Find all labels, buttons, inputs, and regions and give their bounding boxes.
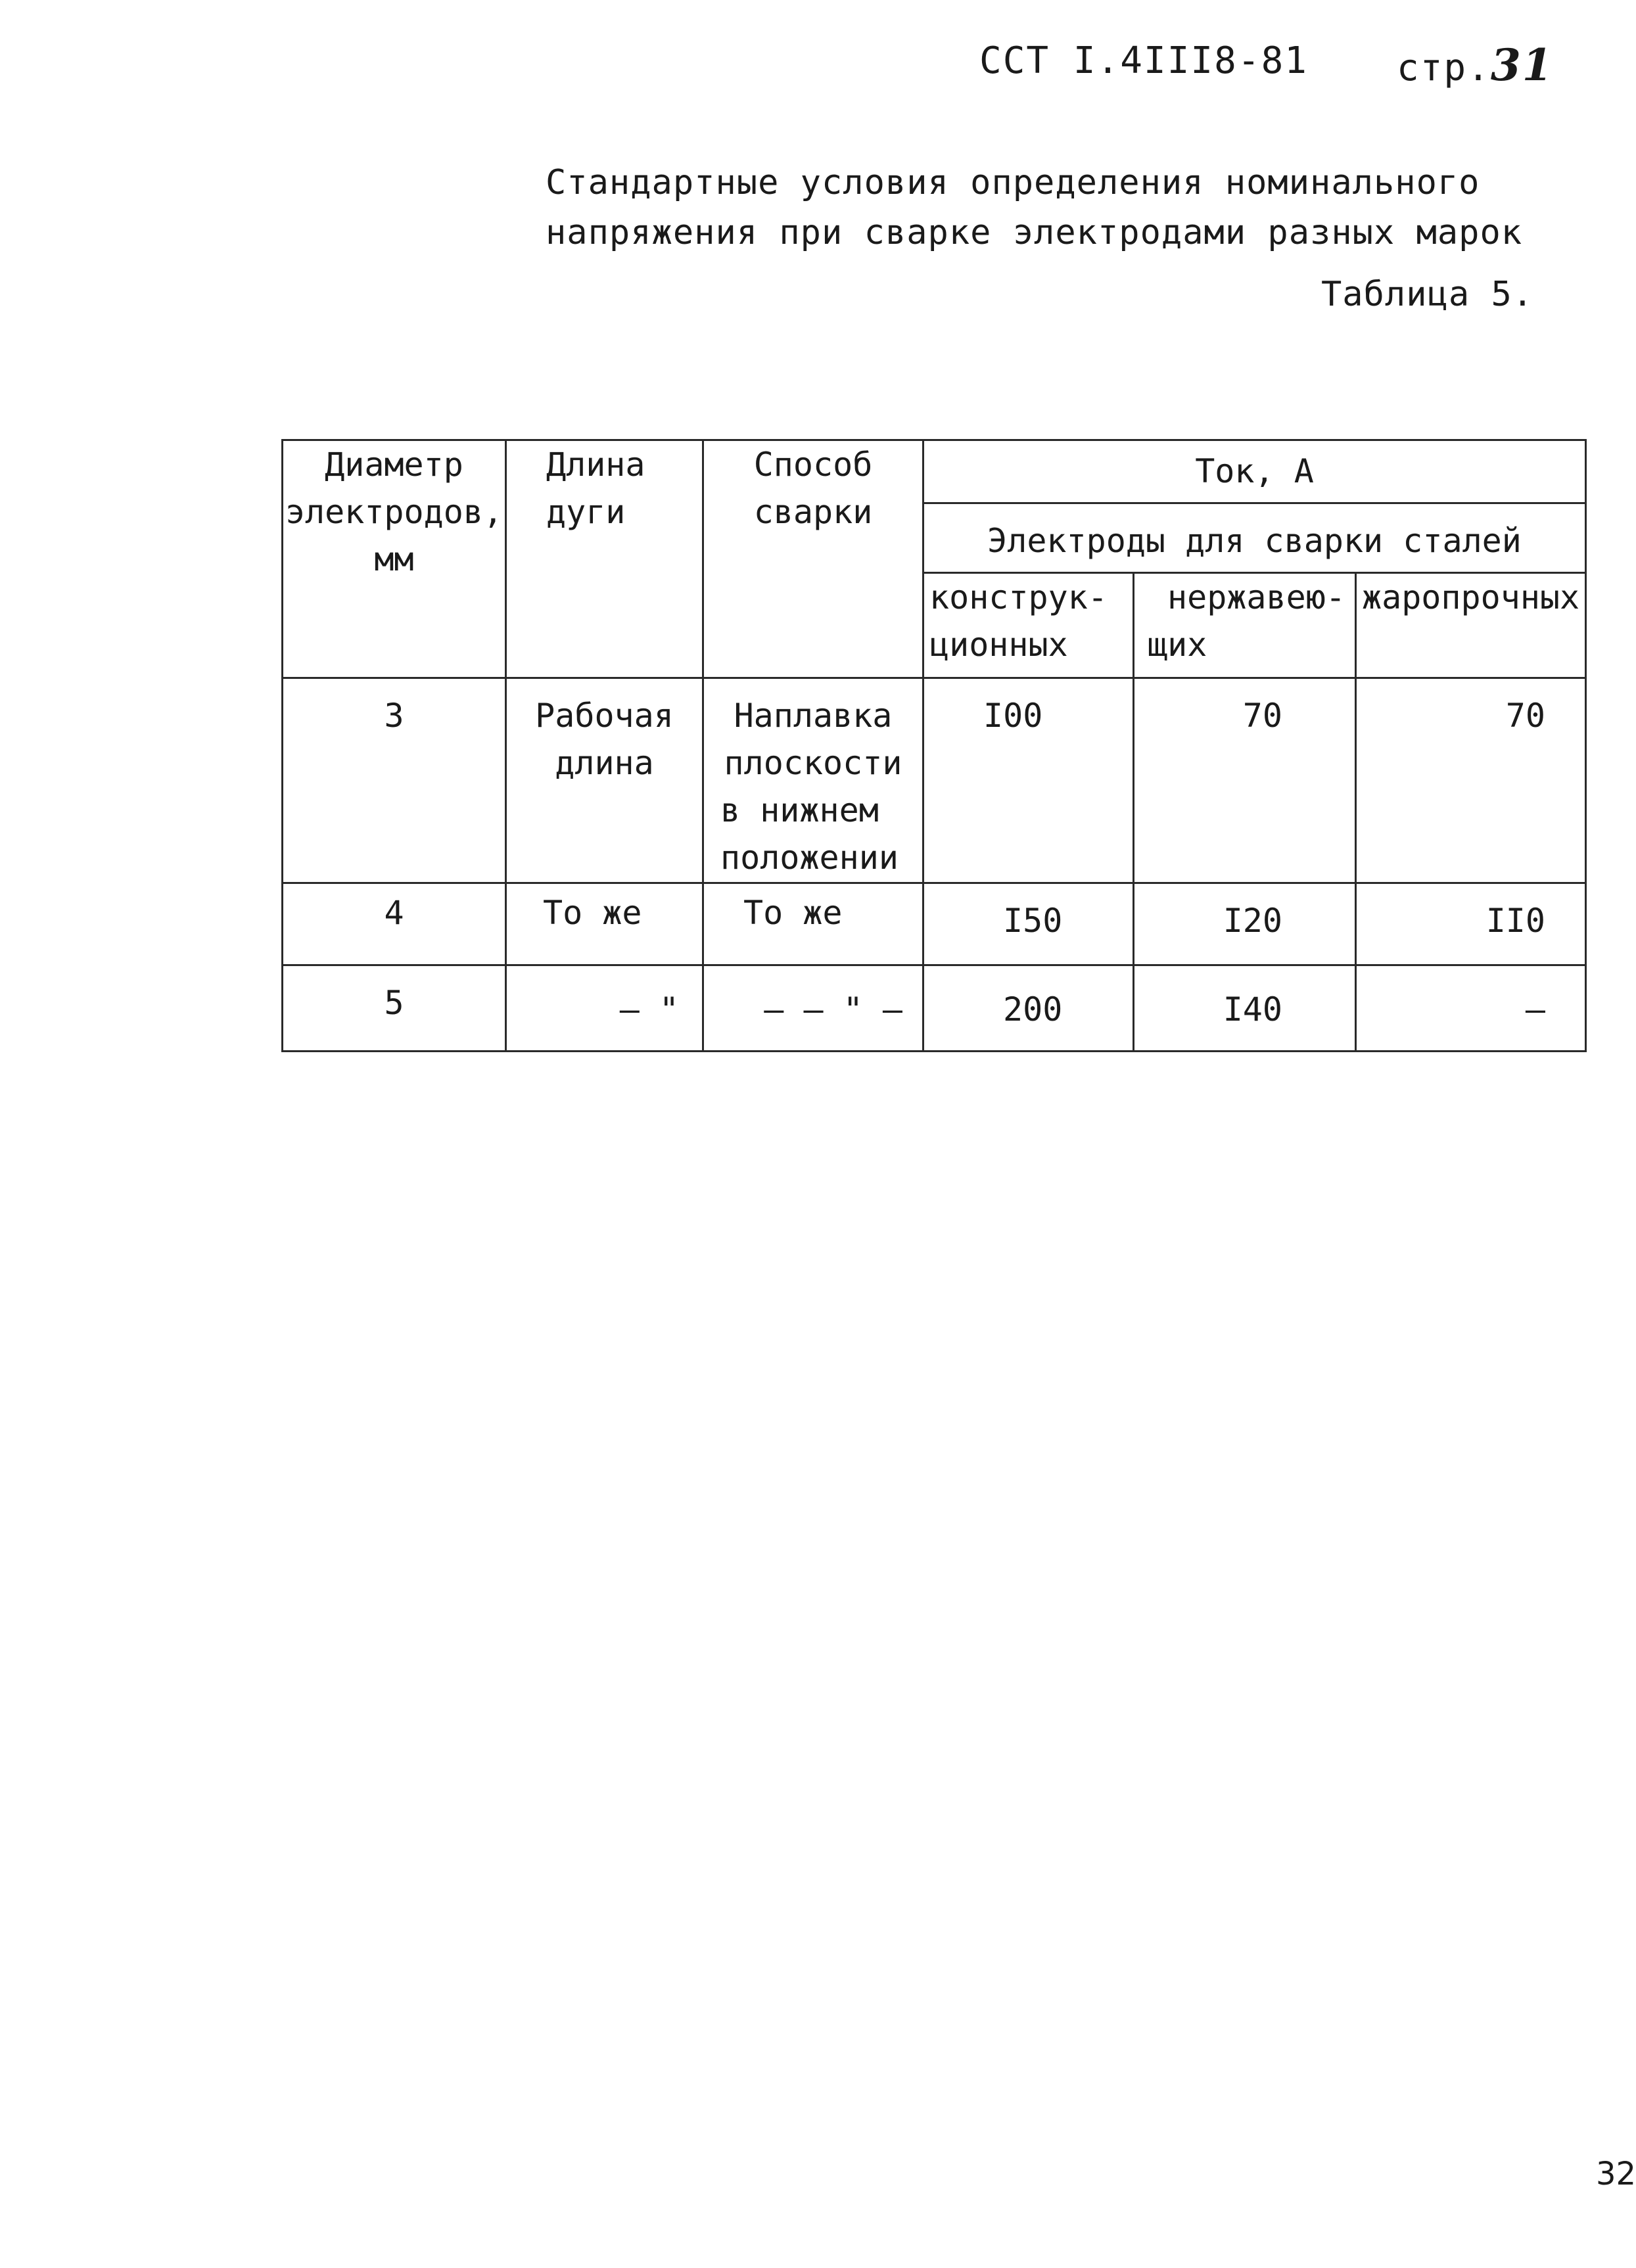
- current-table: [281, 439, 1587, 1052]
- header-method: Способ сварки: [703, 440, 923, 678]
- cell-heat-resistant: 70: [1356, 678, 1586, 883]
- cell-stainless: I40: [1134, 965, 1356, 1052]
- page-prefix: стр.: [1397, 47, 1491, 89]
- cell-method: То же: [703, 883, 923, 965]
- table-label: Таблица 5.: [1321, 275, 1534, 314]
- cell-arc-length: То же: [506, 883, 703, 965]
- header-current: Ток, А: [923, 440, 1586, 503]
- table-row: [283, 883, 1586, 965]
- cell-structural: I50: [923, 883, 1134, 965]
- title-line-1: Стандартные условия определения номинального: [546, 163, 1480, 202]
- cell-structural: I00: [923, 678, 1134, 883]
- header-stainless: нержавею- щих: [1134, 573, 1356, 678]
- page-number-header: [1397, 39, 1554, 91]
- table-row: [283, 678, 1586, 883]
- header-heat-resistant: жаропрочных: [1356, 573, 1586, 678]
- cell-arc-length: – ": [506, 965, 703, 1052]
- page-title: [546, 158, 1522, 258]
- cell-method: – – " –: [703, 965, 923, 1052]
- document-code: ССТ I.4III8-81: [979, 39, 1309, 82]
- header-structural: конструк- ционных: [923, 573, 1134, 678]
- table-row: [283, 965, 1586, 1052]
- cell-stainless: I20: [1134, 883, 1356, 965]
- cell-heat-resistant: II0: [1356, 883, 1586, 965]
- cell-heat-resistant: –: [1356, 965, 1586, 1052]
- page-number: 31: [1490, 39, 1554, 91]
- cell-diameter: 5: [283, 965, 506, 1052]
- cell-stainless: 70: [1134, 678, 1356, 883]
- cell-diameter: 4: [283, 883, 506, 965]
- cell-method: Наплавка плоскости в нижнем положении: [703, 678, 923, 883]
- title-line-2: напряжения при сварке электродами разных марок: [546, 213, 1523, 252]
- cell-structural: 200: [923, 965, 1134, 1052]
- cell-arc-length: Рабочая длина: [506, 678, 703, 883]
- cell-diameter: 3: [283, 678, 506, 883]
- header-diameter: Диаметр электродов, мм: [283, 440, 506, 678]
- header-arc-length: Длина дуги: [506, 440, 703, 678]
- header-electrodes: Электроды для сварки сталей: [923, 503, 1586, 573]
- footer-page-number: 32: [1596, 2156, 1636, 2192]
